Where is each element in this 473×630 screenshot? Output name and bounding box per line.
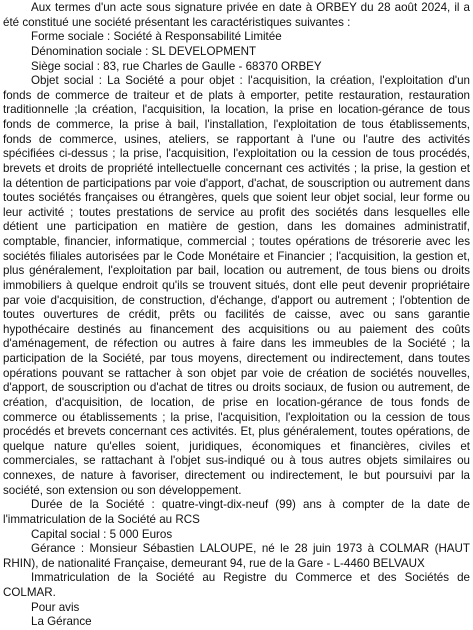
duree-paragraph: Durée de la Société : quatre-vingt-dix-neuf (99) ans à compter de la date de l'immatriculation de la Société au RCS: [3, 498, 470, 526]
siege-social-line: Siège social : 83, rue Charles de Gaulle - 68370 ORBEY: [31, 59, 322, 73]
denomination-line: Dénomination sociale : SL DEVELOPMENT: [31, 44, 257, 58]
pour-avis-line: Pour avis: [31, 600, 80, 614]
capital-line: Capital social : 5 000 Euros: [31, 527, 173, 541]
immatriculation-paragraph: Immatriculation de la Société au Registre du Commerce et des Sociétés de COLMAR.: [3, 571, 470, 599]
intro-paragraph: Aux termes d'un acte sous signature privée en date à ORBEY du 28 août 2024, il a été constitué une société présentant les caractéristiques suivantes :: [3, 1, 470, 29]
objet-social-paragraph: Objet social : La Société a pour objet : l'acquisition, la création, l'exploitation d'un fonds de commerce de traiteur et de plats à emporter, petite restauration, restauration traditionnelle ;la création, l'acquisition, la location, la prise en location-gérance de tous fonds de commerce, la prise à bail, l'installation, l'exploitation de tous établissements, fonds de commerce, usines, ateliers, se rapportant à l'une ou l'autre des activités spécifiées ci-dessus ; la prise, l'acquisition, l'exploitation ou la cession de tous procédés, brevets et droits de propriété intellectuelle concernant ces activités ; la prise, la gestion et la détention de participations par voie d'apport, d'achat, de souscription ou autrement dans toutes sociétés françaises ou étrangères, quels que soient leur objet social, leur forme ou leur activité ; toutes prestations de service au profit des sociétés dans lesquelles elle détient une participation en matière de gestion, dans les domaines administratif, comptable, financier, informatique, commercial ; toutes opérations de trésorerie avec les sociétés filiales autorisées par le Code Monétaire et Financier ; l'acquisition, la gestion et, plus généralement, l'exploitation par bail, location ou autrement, de tous biens ou droits immobiliers à quelque endroit qu'ils se trouvent situés, dont elle peut devenir propriétaire par voie d'acquisition, de construction, d'échange, d'apport ou autrement ; l'obtention de toutes ouvertures de crédit, prêts ou facilités de caisse, avec ou sans garantie hypothécaire destinés au financement des acquisitions ou au paiement des coûts d'aménagement, de réfection ou autres à faire dans les immeubles de la Société ; la participation de la Société, par tous moyens, directement ou indirectement, dans toutes opérations pouvant se rattacher à son objet par voie de création de sociétés nouvelles, d'apport, de souscription ou d'achat de titres ou droits sociaux, de fusion ou autrement, de création, d'acquisition, de location, de prise en location-gérance de tous fonds de commerce ou établissements ; la prise, l'acquisition, l'exploitation ou la cession de tous procédés et brevets concernant ces activités. Et, plus généralement, toutes opérations, de quelque nature qu'elles soient, juridiques, économiques et financières, civiles et commerciales, se rattachant à l'objet sus-indiqué ou à tous autres objets similaires ou connexes, de nature à favoriser, directement ou indirectement, le but poursuivi par la société, son extension ou son développement.: [3, 74, 470, 497]
signature-line: La Gérance: [31, 615, 92, 629]
gerance-paragraph: Gérance : Monsieur Sébastien LALOUPE, né le 28 juin 1973 à COLMAR (HAUT RHIN), de nationalité Française, demeurant 94, rue de la Gare - L-4460 BELVAUX: [3, 542, 470, 570]
forme-sociale-line: Forme sociale : Société à Responsabilité Limitée: [31, 30, 282, 44]
